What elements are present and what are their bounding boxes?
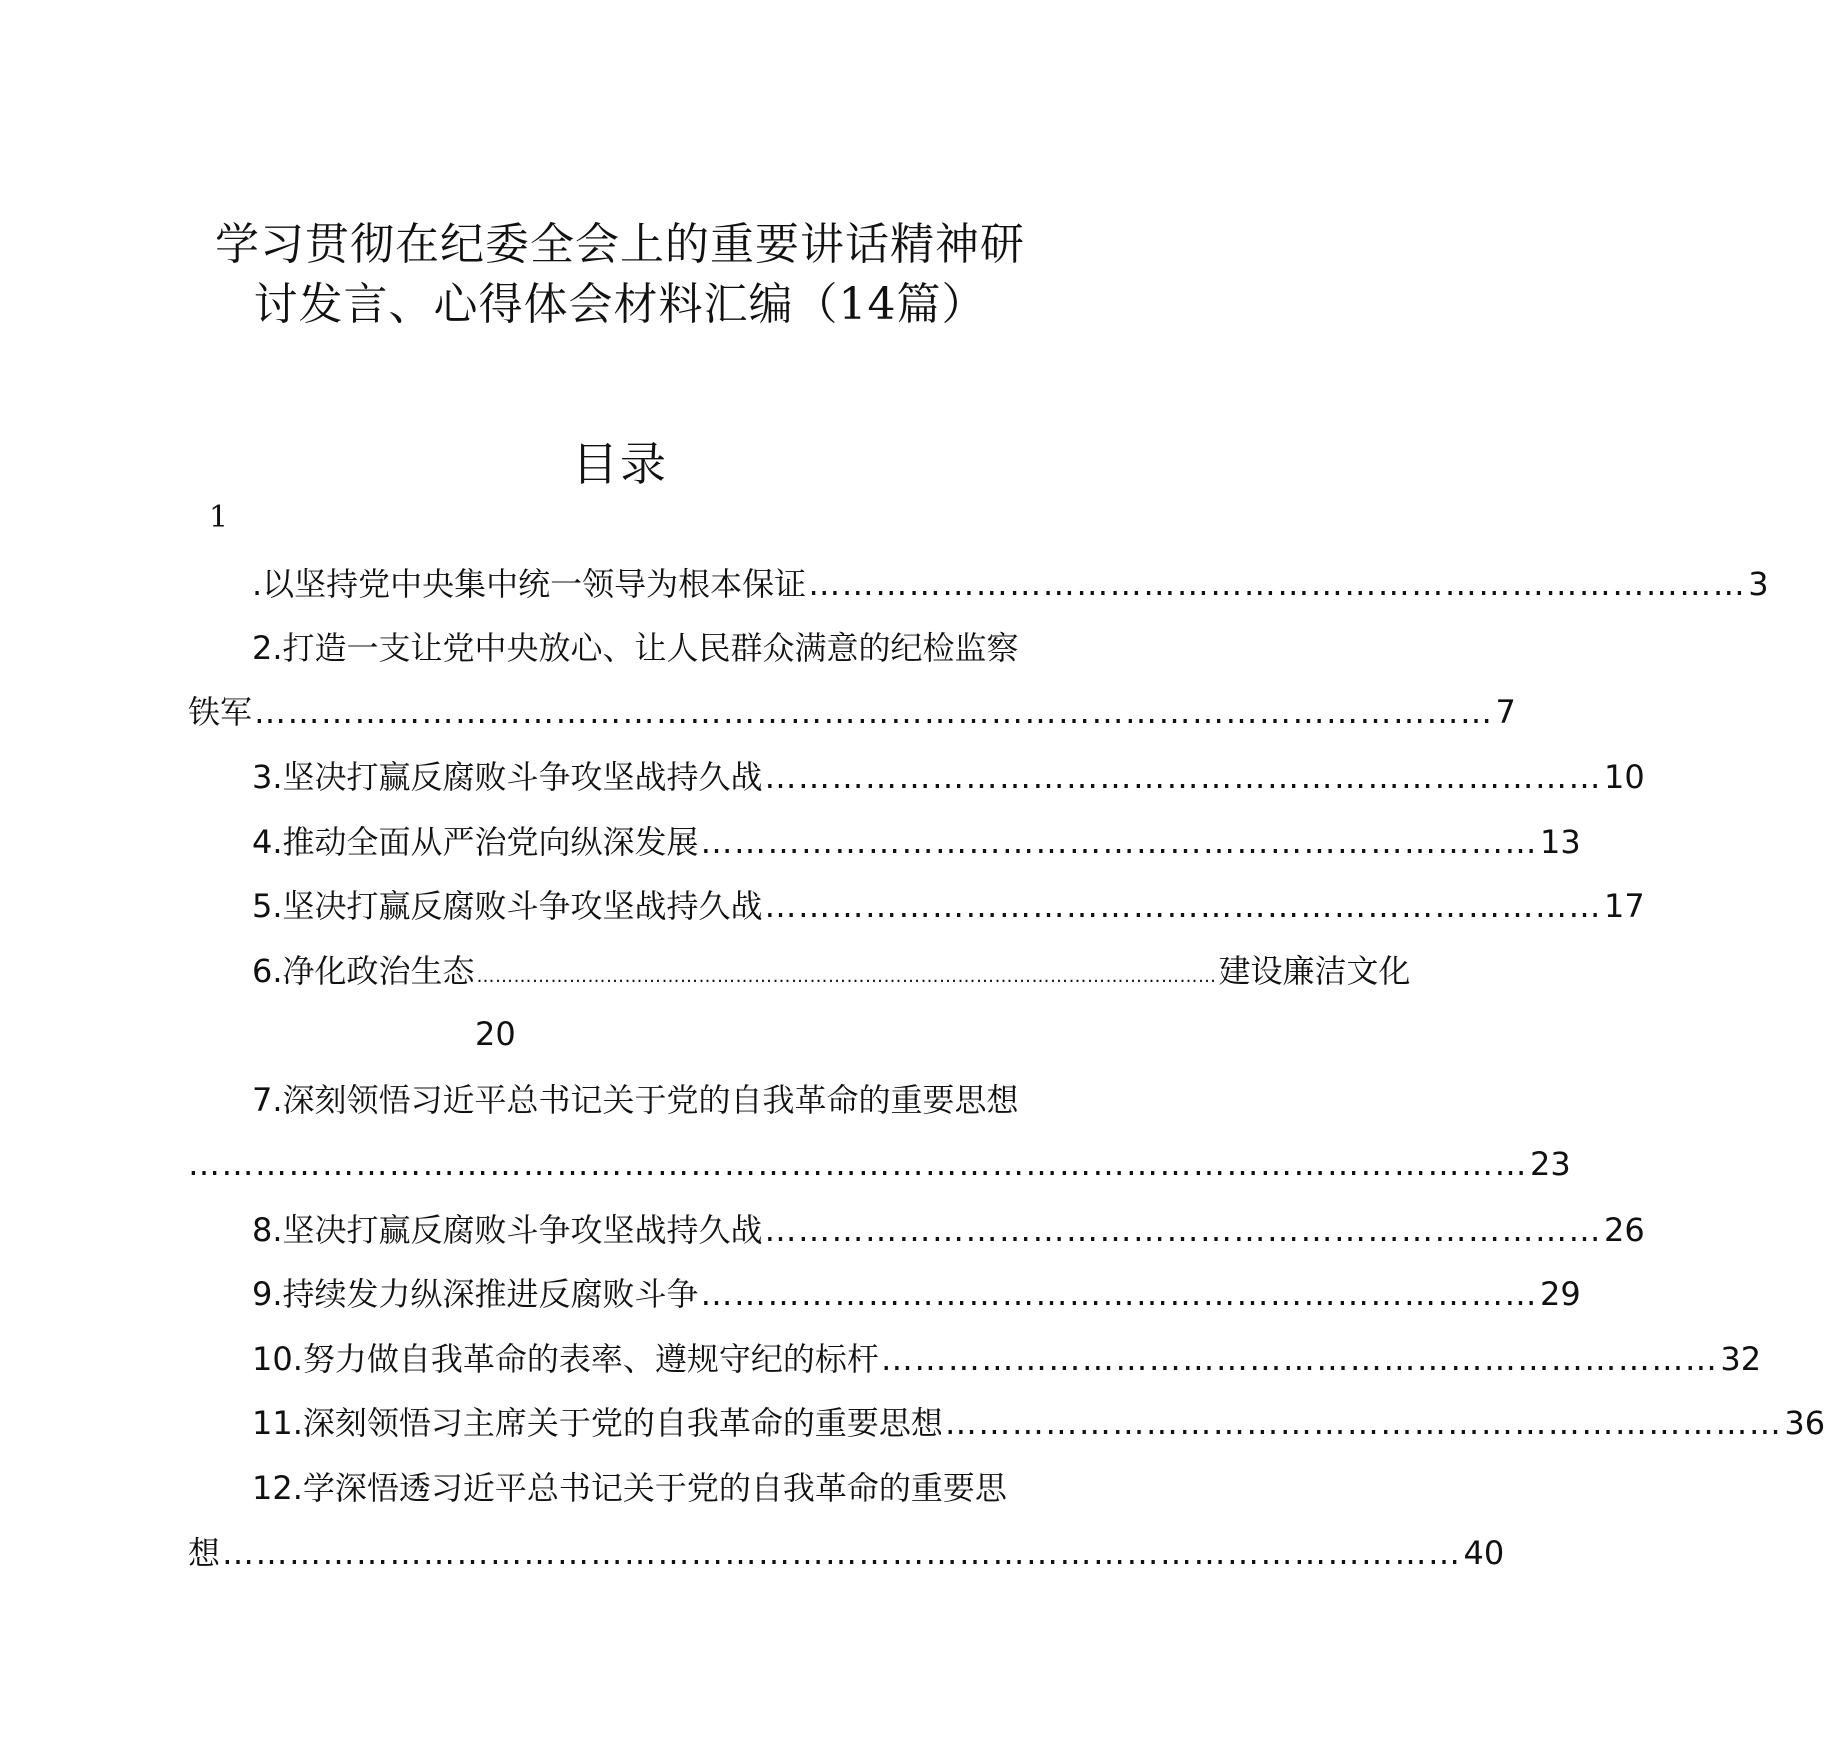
toc-entry-7-line-1: 7.深刻领悟习近平总书记关于党的自我革命的重要思想 [252,1081,1019,1119]
document-title-line-2: 讨发言、心得体会材料汇编（14篇） [253,279,987,330]
toc-entry-7-line-2 [188,1144,1571,1184]
toc-page-number: 36 [1784,1404,1825,1442]
toc-entry-12-line-1: 12.学深悟透习近平总书记关于党的自我革命的重要思 [252,1469,1007,1507]
toc-entry-8: 8.坚决打赢反腐败斗争攻坚战持久战 ………………………………………………………………… 26 [252,1211,1645,1249]
leader-dots: ………………………………………………………………………………………………………… [188,1145,1528,1183]
toc-entry-11: 11.深刻领悟习主席关于党的自我革命的重要思想 ………………………………………………………………… 36 [252,1404,1825,1442]
leader-dots: ………………………………………………………………… [700,1275,1539,1313]
toc-page-number: 23 [1530,1145,1571,1183]
toc-page-number: 17 [1604,887,1645,925]
toc-page-number: 29 [1540,1275,1581,1313]
leader-dots: ………………………………………………………………………………………………… [222,1534,1462,1572]
leader-dots: ………………………………………………………………… [944,1404,1783,1442]
leader-dots: ………………………………………………………………… [700,823,1539,861]
toc-entry-2-line-1: 2.打造一支让党中央放心、让人民群众满意的纪检监察 [252,629,1019,667]
toc-page-number: 32 [1720,1340,1762,1378]
toc-heading: 目录 [572,437,668,491]
leader-dots: ………………………………………………………………… [880,1340,1719,1378]
toc-entry-6-page-number: 20 [475,1015,516,1053]
document-title-line-1: 学习贯彻在纪委全会上的重要讲话精神研 [215,219,1025,270]
toc-entry-3: 3.坚决打赢反腐败斗争攻坚战持久战 ………………………………………………………………… 10 [252,758,1645,796]
toc-page-number: 40 [1463,1534,1505,1572]
toc-entry-2-line-2: 铁军 ………………………………………………………………………………………………… 7 [188,693,1516,731]
leader-dots: ………………………………………………………………………………………………… [254,693,1494,731]
toc-entry-6: 6.净化政治生态 ………………………………………………………………………………………………………… 建设廉洁文化 [252,951,1047,997]
toc-page-number: 10 [1604,758,1645,796]
stray-page-number: 1 [209,500,229,535]
toc-page-number: 26 [1604,1211,1645,1249]
toc-entry-10: 10.努力做自我革命的表率、遵规守纪的标杆 ………………………………………………………………… 32 [252,1340,1762,1378]
leader-dots: ………………………………………………………………… [764,758,1603,796]
leader-dots: ………………………………………………………………… [764,887,1603,925]
toc-entry-9: 9.持续发力纵深推进反腐败斗争 ………………………………………………………………… 29 [252,1275,1581,1313]
toc-entry-5: 5.坚决打赢反腐败斗争攻坚战持久战 ………………………………………………………………… 17 [252,887,1645,925]
toc-page-number: 13 [1540,823,1581,861]
toc-page-number: 3 [1748,565,1769,603]
toc-entry-12-line-2: 想 ………………………………………………………………………………………………… 40 [188,1534,1505,1572]
toc-entry-1: .以坚持党中央集中统一领导为根本保证 ………………………………………………………………………… 3 [252,565,1769,603]
toc-page-number: 7 [1495,693,1516,731]
leader-dots: ………………………………………………………………… [764,1211,1603,1249]
toc-entry-4: 4.推动全面从严治党向纵深发展 ………………………………………………………………… 13 [252,823,1581,861]
leader-dots: ………………………………………………………………………… [808,565,1747,603]
leader-dots: ………………………………………………………………………………………………………… [476,966,1217,987]
